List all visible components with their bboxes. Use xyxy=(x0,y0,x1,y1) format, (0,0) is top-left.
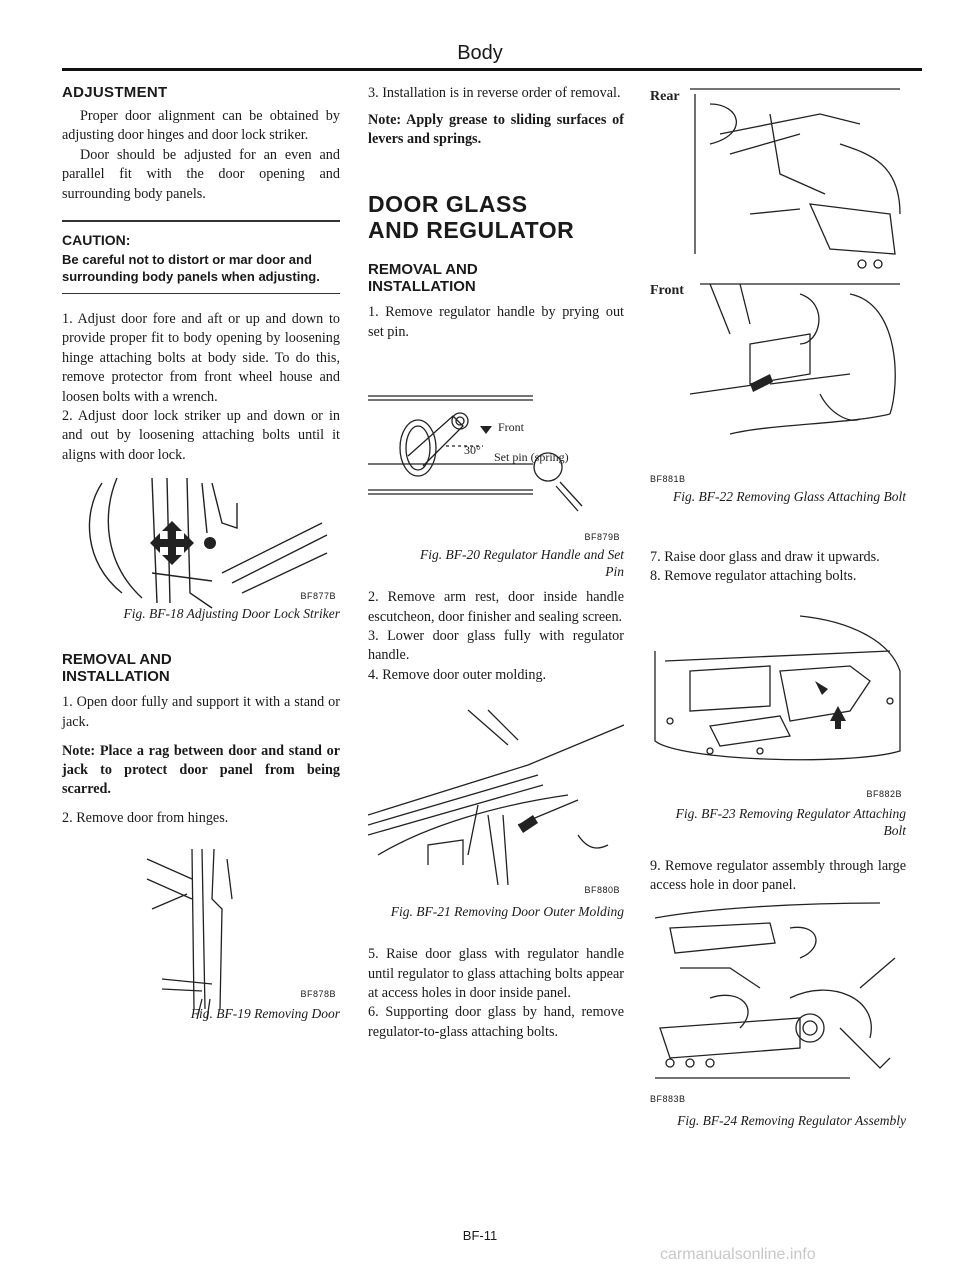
glass-step-4: 4. Remove door outer molding. xyxy=(368,666,547,683)
figure-bf-23-caption: Fig. BF-23 Removing Regulator Attaching Bolt xyxy=(675,805,906,838)
figure-bf-24-caption: Fig. BF-24 Removing Regulator Assembly xyxy=(677,1112,906,1128)
glass-step-6: 6. Supporting door glass by hand, remove regulator-to-glass attaching bolts. xyxy=(368,1004,624,1040)
caution-title: CAUTION: xyxy=(62,231,131,248)
figure-bf-21-code: BF880B xyxy=(584,885,620,896)
adjustment-heading: ADJUSTMENT xyxy=(62,84,168,101)
column-left xyxy=(62,84,340,1039)
grease-note: Note: Apply grease to sliding surfaces of levers and springs. xyxy=(368,112,624,148)
figure-bf-21 xyxy=(368,705,624,927)
figure-bf-18-code: BF877B xyxy=(300,591,336,602)
glass-step-8: 8. Remove regulator attaching bolts. xyxy=(650,568,857,585)
caution-rule-top xyxy=(62,220,340,222)
figure-bf-19 xyxy=(62,839,340,1039)
figure-bf-24 xyxy=(650,898,906,1146)
glass-step-3: 3. Lower door glass fully with regulator handle. xyxy=(368,628,624,664)
outer-molding-illustration xyxy=(368,705,624,885)
figure-bf-19-code: BF878B xyxy=(300,988,336,999)
glass-removal-heading-line-1: REMOVAL AND xyxy=(368,261,478,279)
figure-bf-22-caption: Fig. BF-22 Removing Glass Attaching Bolt xyxy=(673,489,906,504)
fig20-front-label: Front xyxy=(498,420,525,435)
caution-text: Be careful not to distort or mar door and surrounding body panels when adjusting. xyxy=(62,251,320,284)
regulator-handle-illustration xyxy=(368,386,624,526)
removal-note: Note: Place a rag between door and stand or jack to protect door panel from being scarred. xyxy=(62,743,340,798)
column-middle xyxy=(368,84,624,1042)
step-3: 3. Installation is in reverse order of removal. xyxy=(368,85,621,101)
glass-removal-heading-line-2: INSTALLATION xyxy=(368,278,476,296)
glass-step-2: 2. Remove arm rest, door inside handle escutcheon, door finisher and sealing screen. xyxy=(368,589,624,625)
column-right xyxy=(650,84,906,1146)
figure-bf-21-caption: Fig. BF-21 Removing Door Outer Molding xyxy=(390,904,624,920)
adjustment-paragraph-2: Door should be adjusted for an even and parallel fit with the door opening and surrounding body panels. xyxy=(62,146,340,202)
figure-bf-22 xyxy=(650,84,906,530)
figure-bf-18 xyxy=(62,473,340,633)
fig22-front-label: Front xyxy=(650,283,684,298)
figure-bf-19-caption: Fig. BF-19 Removing Door xyxy=(190,1005,340,1021)
door-lock-striker-illustration xyxy=(62,473,340,613)
removal-step-1: 1. Open door fully and support it with a stand or jack. xyxy=(62,694,340,730)
figure-bf-20-code: BF879B xyxy=(584,532,620,543)
page-header-title: Body xyxy=(457,42,503,64)
header-rule xyxy=(62,68,922,71)
door-glass-heading-line-2: AND REGULATOR xyxy=(368,217,575,244)
figure-bf-22-code: BF881B xyxy=(650,474,686,484)
figure-bf-18-caption: Fig. BF-18 Adjusting Door Lock Striker xyxy=(123,606,340,622)
figure-bf-20 xyxy=(368,386,624,582)
removing-door-illustration xyxy=(62,839,340,1019)
figure-bf-23 xyxy=(650,611,906,838)
removing-regulator-assembly-illustration xyxy=(650,898,906,1098)
glass-step-5: 5. Raise door glass with regulator handle until regulator to glass attaching bolts appear at access holes in door inside panel. xyxy=(368,946,624,1002)
removal-heading-line-1: REMOVAL AND xyxy=(62,651,172,669)
glass-attaching-bolt-illustration xyxy=(650,84,906,484)
step-2: 2. Adjust door lock striker up and down or in and out by loosening attaching bolts until it aligns with door lock. xyxy=(62,408,340,463)
step-1: 1. Adjust door fore and aft or up and down to provide proper fit to body opening by loosening hinge attaching bolts at body side. To do this, remove protector from front wheel house and loosen bolts with a wrench. xyxy=(62,311,340,405)
page-number: BF-11 xyxy=(462,1228,498,1243)
figure-bf-20-caption: Fig. BF-20 Regulator Handle and Set Pin xyxy=(420,547,624,580)
fig22-rear-label: Rear xyxy=(650,89,680,104)
glass-step-1: 1. Remove regulator handle by prying out set pin. xyxy=(368,304,624,340)
adjustment-paragraph-1: Proper door alignment can be obtained by adjusting door hinges and door lock striker. xyxy=(62,108,340,144)
glass-step-9: 9. Remove regulator assembly through large access hole in door panel. xyxy=(650,857,906,894)
removal-heading-line-2: INSTALLATION xyxy=(62,668,170,686)
watermark-text: carmanualsonline.info xyxy=(660,1246,816,1263)
caution-rule-bottom xyxy=(62,293,340,295)
figure-bf-24-code: BF883B xyxy=(650,1093,686,1104)
figure-bf-23-code: BF882B xyxy=(866,788,902,799)
door-glass-heading-line-1: DOOR GLASS xyxy=(368,191,528,218)
fig20-set-pin-label: Set pin (spring) xyxy=(494,450,569,465)
glass-step-7: 7. Raise door glass and draw it upwards. xyxy=(650,549,880,565)
removal-step-2: 2. Remove door from hinges. xyxy=(62,810,229,827)
regulator-attaching-bolt-illustration xyxy=(650,611,906,781)
fig20-angle-label: 30° xyxy=(464,443,481,458)
